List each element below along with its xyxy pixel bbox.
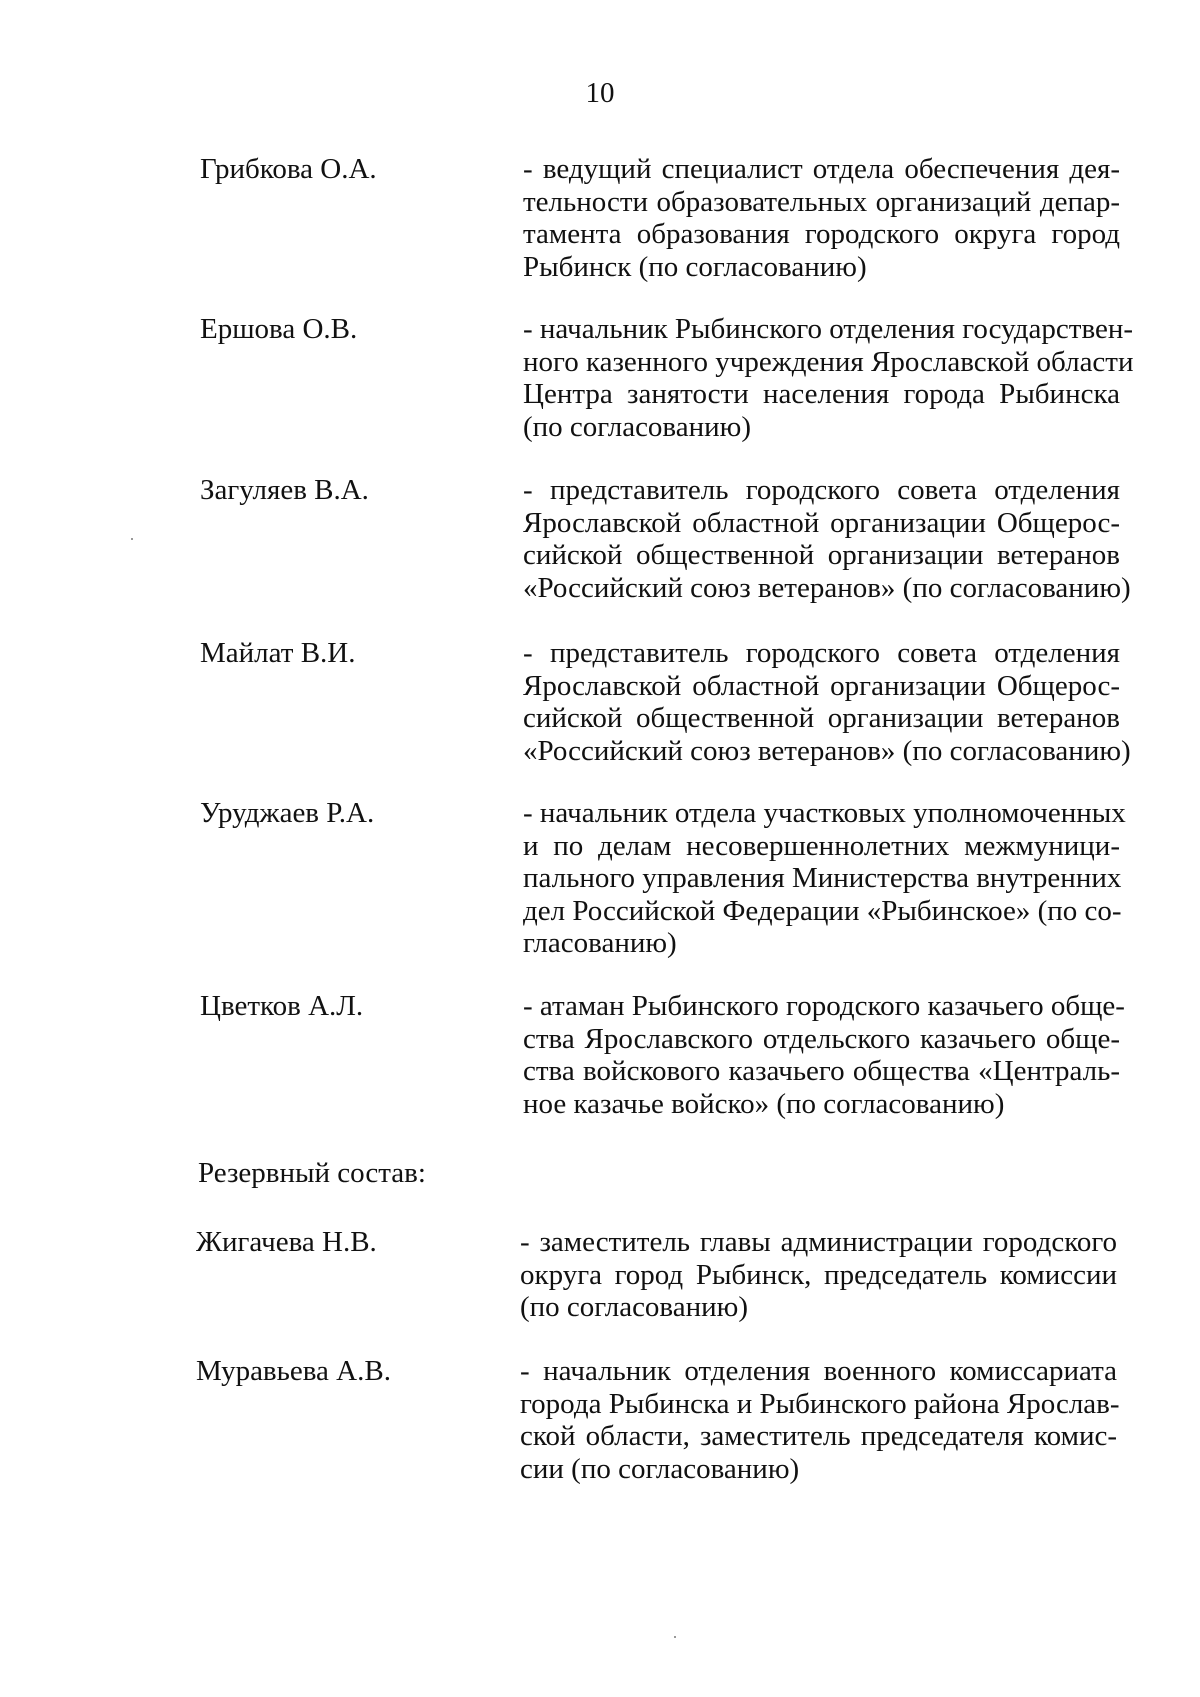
description-line: - ведущий специалист отдела обеспечения дея- xyxy=(523,153,1120,185)
description-line: - представитель городского совета отделения xyxy=(523,637,1120,669)
member-description xyxy=(523,990,1125,1120)
member-name: Загуляев В.А. xyxy=(200,474,369,506)
member-name: Ершова О.В. xyxy=(200,313,358,345)
description-line: Ярославской областной организации Общерос- xyxy=(523,669,1120,702)
reserve-heading: Резервный состав: xyxy=(198,1157,426,1189)
description-line: дел Российской Федерации «Рыбинское» (по со- xyxy=(523,894,1122,927)
member-description xyxy=(523,474,1131,604)
member-description xyxy=(523,797,1126,960)
description-line: - начальник отделения военного комиссариата xyxy=(520,1355,1117,1387)
member-name: Уруджаев Р.А. xyxy=(200,797,375,829)
description-line: Рыбинск (по согласованию) xyxy=(523,250,867,283)
description-line: сии (по согласованию) xyxy=(520,1452,800,1485)
description-line: «Российский союз ветеранов» (по согласованию) xyxy=(523,571,1131,604)
description-line: ного казенного учреждения Ярославской области xyxy=(523,345,1134,378)
description-line: - начальник Рыбинского отделения государствен- xyxy=(523,313,1134,345)
description-line: округа город Рыбинск, председатель комиссии xyxy=(520,1258,1117,1291)
member-name: Цветков А.Л. xyxy=(200,990,364,1022)
member-name: Грибкова О.А. xyxy=(200,153,377,185)
description-line: - представитель городского совета отделения xyxy=(523,474,1120,506)
description-line: тамента образования городского округа город xyxy=(523,218,1120,250)
member-description xyxy=(523,637,1131,767)
member-name: Муравьева А.В. xyxy=(196,1355,391,1387)
description-line: Центра занятости населения города Рыбинска xyxy=(523,378,1120,410)
description-line: пального управления Министерства внутренних xyxy=(523,862,1122,894)
description-line: (по согласованию) xyxy=(523,410,751,443)
member-description xyxy=(520,1226,1117,1324)
scan-speck xyxy=(674,1636,676,1638)
description-line: сийской общественной организации ветеранов xyxy=(523,702,1120,734)
description-line: ства войскового казачьего общества «Централь- xyxy=(523,1055,1120,1087)
description-line: тельности образовательных организаций депар- xyxy=(523,185,1120,218)
member-name: Жигачева Н.В. xyxy=(196,1226,377,1258)
description-line: ской области, заместитель председателя комис- xyxy=(520,1420,1117,1452)
description-line: (по согласованию) xyxy=(520,1291,748,1323)
member-description xyxy=(523,153,1120,283)
member-name: Майлат В.И. xyxy=(200,637,356,669)
member-description xyxy=(523,313,1134,443)
description-line: Ярославской областной организации Общерос- xyxy=(523,506,1120,539)
description-line: ное казачье войско» (по согласованию) xyxy=(523,1087,1005,1120)
description-line: - атаман Рыбинского городского казачьего обще- xyxy=(523,990,1125,1022)
description-line: «Российский союз ветеранов» (по согласованию) xyxy=(523,734,1131,767)
member-description xyxy=(520,1355,1120,1485)
description-line: ства Ярославского отдельского казачьего обще- xyxy=(523,1022,1120,1055)
page-number: 10 xyxy=(585,77,615,109)
description-line: сийской общественной организации ветеранов xyxy=(523,539,1120,571)
description-line: гласованию) xyxy=(523,927,677,959)
description-line: и по делам несовершеннолетних межмуници- xyxy=(523,829,1120,862)
scan-speck xyxy=(131,538,133,540)
description-line: города Рыбинска и Рыбинского района Ярослав- xyxy=(520,1387,1120,1420)
description-line: - начальник отдела участковых уполномоченных xyxy=(523,797,1126,829)
description-line: - заместитель главы администрации городского xyxy=(520,1226,1117,1258)
